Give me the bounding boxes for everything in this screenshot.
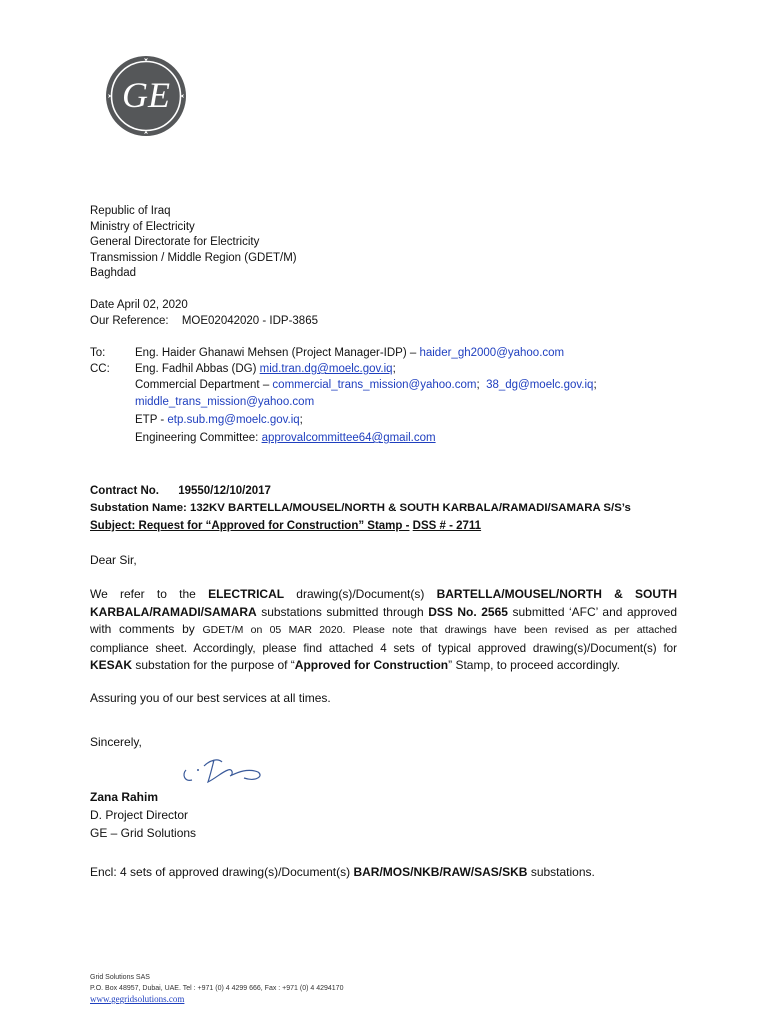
cc-name: Commercial Department – xyxy=(135,379,270,391)
enclosure-line xyxy=(90,865,595,881)
cc-line-5 xyxy=(135,431,436,447)
signatory-name: Zana Rahim xyxy=(90,790,159,804)
text-run: Approved for Construction xyxy=(294,658,449,672)
to-label: To: xyxy=(90,347,106,359)
footer xyxy=(90,973,343,1004)
text-run: submitted ‘AFC’ and approved xyxy=(512,604,677,619)
text-run: KESAK xyxy=(90,658,133,672)
separator: ; xyxy=(299,414,303,426)
address-line: Baghdad xyxy=(90,267,137,279)
cc-email-link[interactable]: approvalcommittee64@gmail.com xyxy=(261,432,436,444)
text-run: substations submitted through xyxy=(261,604,424,619)
text-run: We refer to the xyxy=(90,587,196,601)
cc-email-link[interactable]: etp.sub.mg@moelc.gov.iq xyxy=(167,414,300,426)
paragraph-line xyxy=(90,621,677,640)
text-run: ELECTRICAL xyxy=(208,587,285,601)
enclosure-suffix: substations. xyxy=(530,865,595,879)
text-run: drawing(s)/Document(s) xyxy=(296,587,425,601)
reference-value: MOE02042020 - IDP-3865 xyxy=(181,315,318,327)
letter-date: Date April 02, 2020 xyxy=(90,299,188,311)
ge-logo-text: GE xyxy=(122,75,170,115)
recipient-address xyxy=(90,204,297,282)
separator: ; xyxy=(392,363,396,375)
cc-line-4 xyxy=(135,413,303,429)
body-paragraph xyxy=(90,586,677,675)
address-line: General Directorate for Electricity xyxy=(90,236,260,248)
cc-name: ETP - xyxy=(135,414,165,426)
signature-image xyxy=(178,752,270,792)
to-email-link[interactable]: haider_gh2000@yahoo.com xyxy=(419,347,565,359)
substation-line: Substation Name: 132KV BARTELLA/MOUSEL/NORTH & SOUTH KARBALA/RAMADI/SAMARA S/S’s xyxy=(90,502,631,514)
subject-text: Subject: Request for “Approved for Construction” Stamp - xyxy=(90,520,410,532)
cc-email-link[interactable]: 38_dg@moelc.gov.iq xyxy=(486,379,594,391)
cc-email-link[interactable]: commercial_trans_mission@yahoo.com xyxy=(272,379,477,391)
cc-line-1 xyxy=(135,362,396,378)
cc-email-link[interactable]: mid.tran.dg@moelc.gov.iq xyxy=(259,363,393,375)
cc-line-2 xyxy=(135,378,597,394)
subject-line xyxy=(90,519,481,535)
text-run: GDET/M on 05 MAR 2020. Please note that drawings have been revised as per attached xyxy=(202,624,677,636)
address-line: Republic of Iraq xyxy=(90,205,171,217)
signatory-company: GE – Grid Solutions xyxy=(90,826,197,840)
separator: ; xyxy=(593,379,597,391)
text-run: with comments by xyxy=(90,622,195,636)
text-run: DSS No. 2565 xyxy=(428,604,508,619)
text-run: ” Stamp, to proceed accordingly. xyxy=(448,658,620,672)
enclosure-codes: BAR/MOS/NKB/RAW/SAS/SKB xyxy=(353,865,528,879)
cc-name: Eng. Fadhil Abbas (DG) xyxy=(135,363,257,375)
footer-company: Grid Solutions SAS xyxy=(90,974,150,981)
text-run: BARTELLA/MOUSEL/NORTH & SOUTH xyxy=(436,587,678,601)
enclosure-prefix: Encl: 4 sets of approved drawing(s)/Document(s) xyxy=(90,865,351,879)
footer-website-link[interactable]: www.gegridsolutions.com xyxy=(90,994,185,1004)
paragraph-line xyxy=(90,586,677,604)
address-line: Transmission / Middle Region (GDET/M) xyxy=(90,251,297,264)
footer-address: P.O. Box 48957, Dubai, UAE. Tel : +971 (0) 4 4299 666, Fax : +971 (0) 4 4294170 xyxy=(90,985,344,992)
to-line xyxy=(135,346,564,362)
reference-line xyxy=(90,314,318,330)
salutation: Dear Sir, xyxy=(90,553,137,567)
contract-number: 19550/12/10/2017 xyxy=(178,485,271,497)
paragraph-line xyxy=(90,604,677,622)
paragraph-line xyxy=(90,640,677,658)
assurance-line: Assuring you of our best services at all times. xyxy=(90,691,331,705)
text-run: substation for the purpose of “ xyxy=(135,658,295,672)
to-name: Eng. Haider Ghanawi Mehsen (Project Manager-IDP) – xyxy=(135,347,417,359)
cc-label: CC: xyxy=(90,363,110,375)
text-run: KARBALA/RAMADI/SAMARA xyxy=(90,604,257,619)
cc-name: Engineering Committee: xyxy=(135,432,259,444)
paragraph-line xyxy=(90,657,677,675)
dss-number: DSS # - 2711 xyxy=(412,520,482,532)
ge-logo xyxy=(105,55,187,137)
separator: ; xyxy=(476,379,480,391)
cc-line-3 xyxy=(135,395,314,411)
cc-email-link[interactable]: middle_trans_mission@yahoo.com xyxy=(135,396,315,408)
contract-line xyxy=(90,484,271,500)
contract-label: Contract No. xyxy=(90,485,159,497)
text-run: compliance sheet. Accordingly, please find attached 4 sets of typical approved drawing(s)/Document(s) for xyxy=(90,641,677,655)
signatory-title: D. Project Director xyxy=(90,808,189,822)
reference-label: Our Reference: xyxy=(90,315,169,327)
address-line: Ministry of Electricity xyxy=(90,220,195,233)
sincerely-line: Sincerely, xyxy=(90,735,142,749)
